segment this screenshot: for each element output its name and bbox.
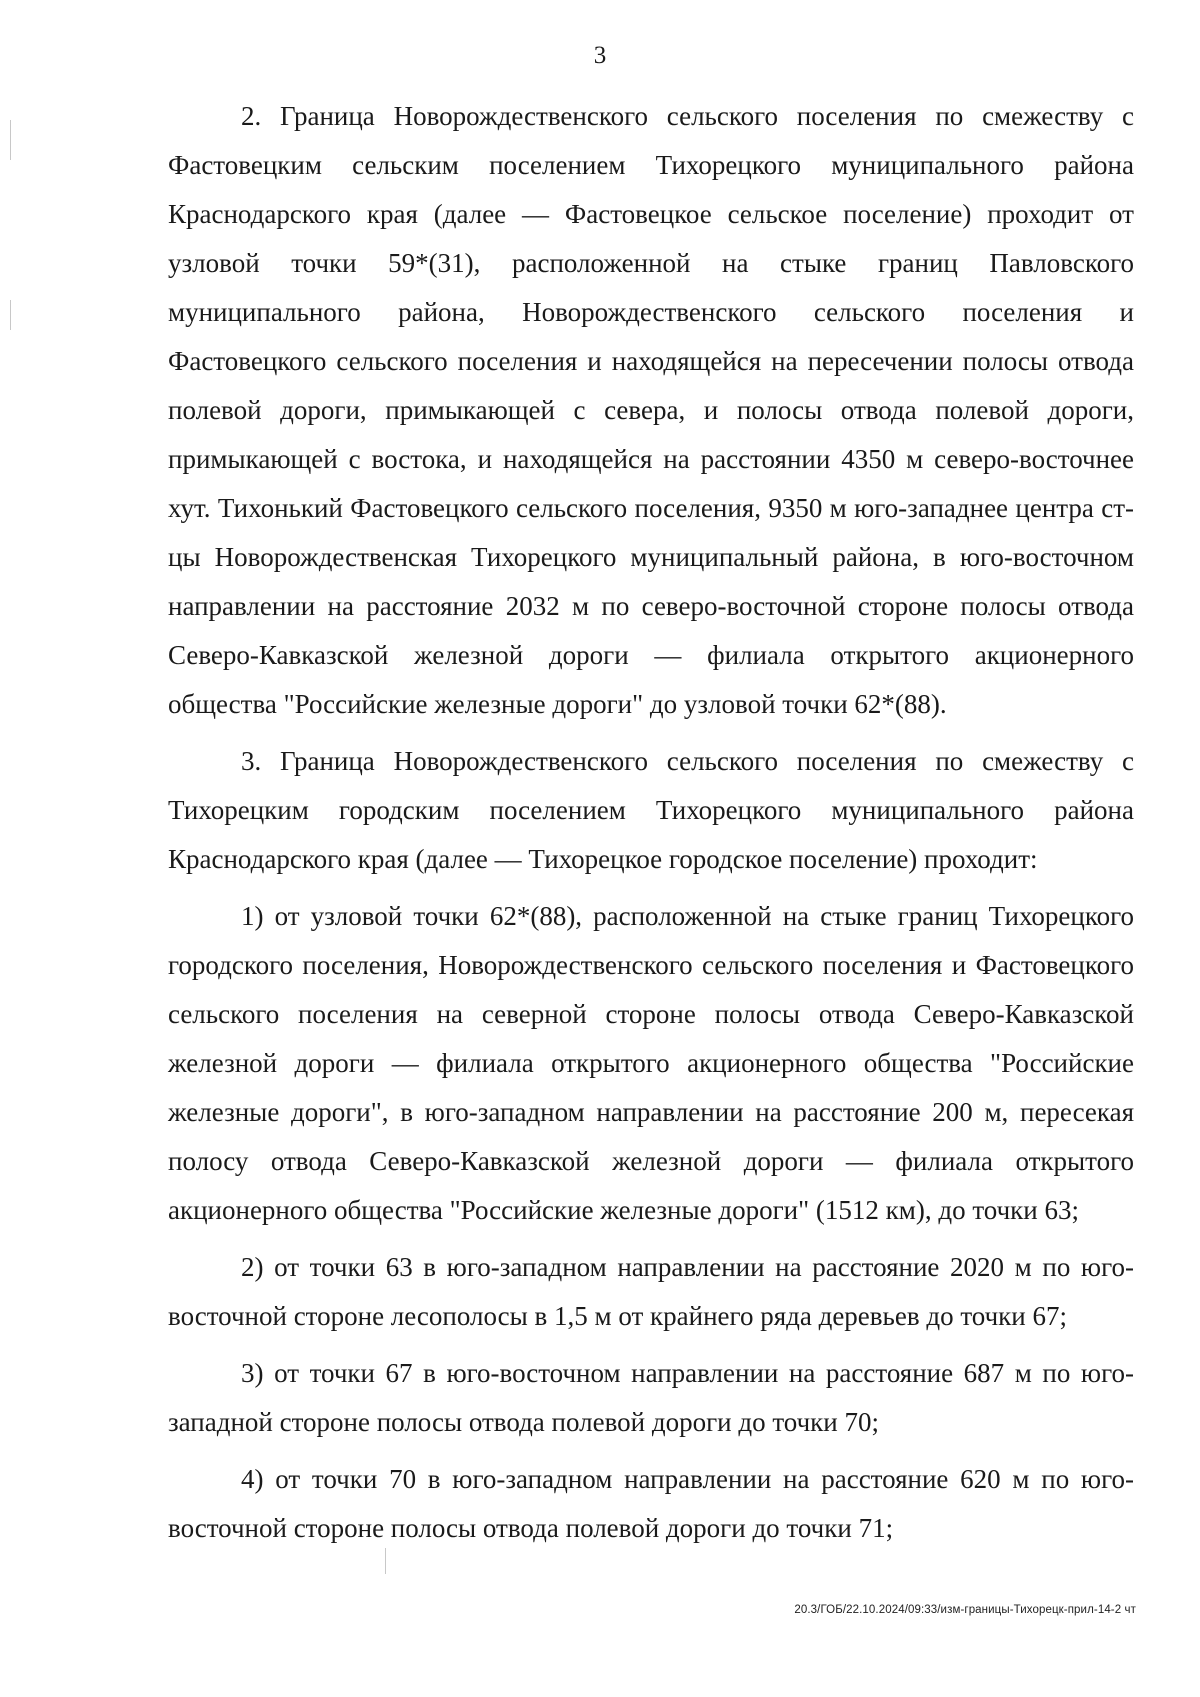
paragraph-2: 2. Граница Новорождественского сельского поселения по смежеству с Фастовецким сельским поселением Тихорецкого муниципального района Краснодарского края (далее — Фастовецкое сельское поселение) проходит от узловой точки 59*(31), расположенной на стыке границ Павловского муниципального района, Новорождественского сельского поселения и Фастовецкого сельского поселения и находящейся на пересечении полосы отвода полевой дороги, примыкающей с севера, и полосы отвода полевой дороги, примыкающей с востока, и находящейся на расстоянии 4350 м северо-восточнее хут. Тихонький Фастовецкого сельского поселения, 9350 м юго-западнее центра ст-цы Новорождественская Тихорецкого муниципальный района, в юго-восточном направлении на расстояние 2032 м по северо-восточной стороне полосы отвода Северо-Кавказской железной дороги — филиала открытого акционерного общества "Российские железные дороги" до узловой точки 62*(88). [168, 101, 1134, 719]
paragraph-3-item-3: 3) от точки 67 в юго-восточном направлении на расстояние 687 м по юго-западной стороне полосы отвода полевой дороги до точки 70; [168, 1358, 1134, 1437]
document-footer: 20.3/ГОБ/22.10.2024/09:33/изм-границы-Тихорецк-прил-14-2 чт [794, 1604, 1136, 1616]
paragraph-3: 3. Граница Новорождественского сельского поселения по смежеству с Тихорецким городским поселением Тихорецкого муниципального района Краснодарского края (далее — Тихорецкое городское поселение) проходит: [168, 746, 1134, 874]
paragraph-3-item-4: 4) от точки 70 в юго-западном направлении на расстояние 620 м по юго-восточной стороне полосы отвода полевой дороги до точки 71; [168, 1464, 1134, 1543]
scan-artifact [10, 300, 11, 330]
document-body [168, 92, 1134, 1561]
paragraph-3-item-2: 2) от точки 63 в юго-западном направлении на расстояние 2020 м по юго-восточной стороне лесополосы в 1,5 м от крайнего ряда деревьев до точки 67; [168, 1252, 1134, 1331]
scan-artifact [10, 120, 11, 160]
scan-artifact [385, 1548, 386, 1574]
paragraph-3-item-1: 1) от узловой точки 62*(88), расположенной на стыке границ Тихорецкого городского поселения, Новорождественского сельского поселения и Фастовецкого сельского поселения на северной стороне полосы отвода Северо-Кавказской железной дороги — филиала открытого акционерного общества "Российские железные дороги", в юго-западном направлении на расстояние 200 м, пересекая полосу отвода Северо-Кавказской железной дороги — филиала открытого акционерного общества "Российские железные дороги" (1512 км), до точки 63; [168, 901, 1134, 1225]
page-number: 3 [593, 42, 607, 69]
